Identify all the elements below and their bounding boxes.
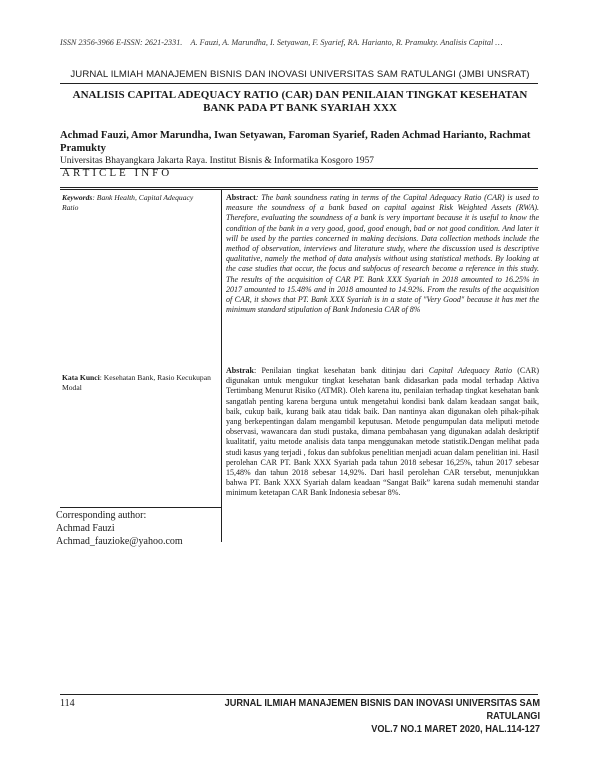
abstract-english [226,193,539,315]
footer-journal-name: JURNAL ILMIAH MANAJEMEN BISNIS DAN INOVASI UNIVERSITAS SAM RATULANGI [224,698,541,722]
kata-kunci [62,373,212,393]
kata-kunci-label: Kata Kunci [62,373,100,382]
corresponding-author [56,509,216,548]
corresponding-name: Achmad Fauzi [56,523,115,534]
divider [60,187,538,188]
abstrak-text-italic: Capital Adequacy Ratio [428,366,512,375]
abstrak-label: Abstrak [226,366,255,375]
abstrak-text-b: (CAR) digunakan untuk mengukur tingkat kesehatan bank didasarkan pada modal terhadap Aktiva Tertimbang Menurut Risiko (ATMR). Oleh karena itu, penilaian terhadap tingkat kesehatan bank sangatlah penting karena berguna untuk mengetahui kondisi bank dalam keadaan sangat baik, baik, cukup baik, kurang baik atau tidak baik. Dan nantinya akan digunakan oleh pihak-pihak yang berkepentingan dalam mengambil keputusan. Metode pengumpulan data meliputi metode observasi, wawancara dan studi pustaka, dimana pembahasan yang digunakan adalah deskriptif kualitatif, yaitu metode analisis data tanpa menggunakan metode statistik.Dengan melihat pada studi kasus yang terjadi , fokus dan subfokus penelitian menjadi acuan dalam penelitian ini. Hasil perolehan CAR PT. Bank XXX Syariah pada tahun 2018 sebesar 16,25%, tahun 2017 sebesar 15,48% dan tahun 2018 sebesar 14,92%. Dari hasil perolehan CAR tersebut, menunjukkan bahwa PT. Bank XXX Syariah dalam keadaan “Sangat Baik” karena sudah memenuhi standar minimum ketetapan CAR Bank Indonesia sebesar 8%. [226,366,539,498]
issn-text: ISSN 2356-3966 E-ISSN: 2621-2331. [60,38,183,47]
column-divider [221,190,222,542]
citation-text: A. Fauzi, A. Marundha, I. Setyawan, F. Syarief, RA. Harianto, R. Pramukty. Analisis Capital … [190,38,503,47]
affiliation: Universitas Bhayangkara Jakarta Raya. Institut Bisnis & Informatika Kosgoro 1957 [60,156,374,166]
divider [60,507,221,508]
abstract-label: Abstract [226,193,256,202]
abstrak-text-a: : Penilaian tingkat kesehatan bank ditinjau dari [254,366,429,375]
footer-journal [172,697,540,736]
authors: Achmad Fauzi, Amor Marundha, Iwan Setyawan, Faroman Syarief, Raden Achmad Harianto, Rachmat Pramukty [60,130,531,154]
paper-title: ANALISIS CAPITAL ADEQUACY RATIO (CAR) DAN PENILAIAN TINGKAT KESEHATAN BANK PADA PT BANK SYARIAH XXX [72,89,528,114]
abstract-text: : The bank soundness rating in terms of the Capital Adequacy Ratio (CAR) is used to measure the soundness of a bank based on capital against Risk Weighted Assets (RWA). Therefore, evaluating the soundness of a bank is very important because it is useful to know the condition of the bank in a very good, good, good enough, bad or not good condition. And later it will be used by the parties concerned in making decisions. Data collection methods include the method of observation, interviews and literature study, where the discussion used is descriptive qualitative, namely the method of data analysis without using statistical methods. By looking at the case studies that occur, the focus and subfocus of research become a reference in this study. The results of the acquisition of CAR PT. Bank XXX Syariah in 2018 amounted to 16.25% in 2017 amounted to 15.48% and in 2018 amounted to 14.92%. From the results of the acquisition of CAR, it shows that PT. Bank XXX Syariah is in a state of "Very Good" because it has met the minimum standard stipulation of Bank Indonesia CAR of 8% [226,193,539,315]
keywords-value: : Bank Health, Capital Adequacy Ratio [62,193,194,212]
keywords [62,193,210,213]
keywords-label: Keywords [62,193,93,202]
page-number: 114 [60,698,75,709]
corresponding-email[interactable]: Achmad_fauzioke@yahoo.com [56,536,183,547]
article-info-heading: ARTICLE INFO [62,167,173,179]
corresponding-label: Corresponding author: [56,510,147,521]
abstract-indonesian [226,366,539,499]
footer-volume: VOL.7 NO.1 MARET 2020, HAL.114-127 [371,724,540,735]
running-header [60,38,580,47]
footer-divider [60,694,538,695]
divider [60,83,538,84]
journal-name: JURNAL ILMIAH MANAJEMEN BISNIS DAN INOVASI UNIVERSITAS SAM RATULANGI (JMBI UNSRAT) [70,69,530,80]
divider [60,189,538,190]
kata-kunci-value: : Kesehatan Bank, Rasio Kecukupan Modal [62,373,211,392]
